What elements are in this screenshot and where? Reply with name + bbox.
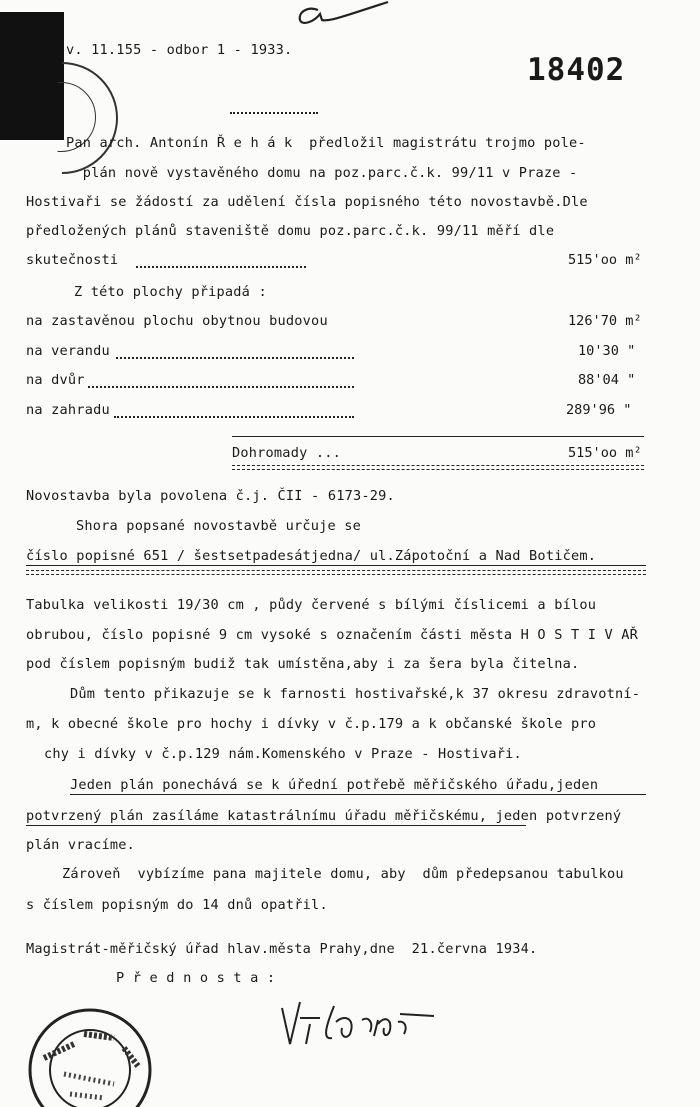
area-label-yard: na dvůr [26,372,85,388]
request-line-1: Zároveň vybízíme pana majitele domu, aby dům předepsanou tabulkou [62,866,624,882]
plans-line-3: plán vracíme. [26,837,135,853]
office-stamp [24,1004,154,1107]
intro-line-2: plán nově vystavěného domu na poz.parc.č.k. 99/11 v Praze - [66,165,578,181]
assign-double-rule [26,570,646,575]
document-number: 18402 [527,52,626,88]
sign-para-2: obrubou, číslo popisné 9 cm vysoké s označením části města H O S T I V AŘ [26,627,639,643]
parish-line-1: Dům tento přikazuje se k farnosti hostivařské,k 37 okresu zdravotní- [70,686,641,702]
plans-underline-2 [26,825,526,826]
area-value-yard: 88'04 " [578,372,636,388]
area-label-garden: na zahradu [26,402,110,418]
area-label-built: na zastavěnou plochu obytnou budovou [26,313,328,329]
assign-line-2: číslo popisné 651 / šestsetpadesátjedna/ ul.Zápotoční a Nad Botičem. [26,548,597,564]
chief-label: P ř e d n o s t a : [116,970,276,986]
plans-underline-1 [70,794,646,795]
plans-line-2: potvrzený plán zasíláme katastrálnímu úřadu měřičskému, jeden potvrzený [26,808,622,824]
dotted-separator [230,112,318,114]
intro-line-5: skutečnosti [26,252,119,268]
assign-underline [26,565,646,566]
areas-intro: Z této plochy připadá : [74,284,267,300]
scan-corner [0,12,64,140]
parish-line-3: chy i dívky v č.p.129 nám.Komenského v Praze - Hostivaři. [44,746,522,762]
intro-line-3: Hostivaři se žádostí za udělení čísla popisného této novostavbě.Dle [26,194,588,210]
total-area-top: 515'oo m² [568,252,642,268]
leader-dots [88,386,354,388]
handwritten-mark [290,0,400,28]
sum-value: 515'oo m² [568,445,642,461]
sum-rule [232,436,644,437]
sign-para-3: pod číslem popisným budiž tak umístěna,aby i za šera byla čitelna. [26,656,580,672]
reference-line: v. 11.155 - odbor 1 - 1933. [66,42,293,58]
leader-dots [114,416,354,418]
parish-line-2: m, k obecné škole pro hochy i dívky v č.p.179 a k občanské škole pro [26,716,597,732]
signature [274,996,444,1056]
leader-dots [116,357,354,359]
area-value-veranda: 10'30 " [578,343,636,359]
plans-line-1: Jeden plán ponechává se k úřední potřebě měřičského úřadu,jeden [70,777,599,793]
area-value-built: 126'70 m² [568,313,642,329]
intro-line-1: Pan arch. Antonín Ř e h á k předložil magistrátu trojmo pole- [66,135,586,151]
area-value-garden: 289'96 " [566,402,632,418]
closing-line: Magistrát-měřičský úřad hlav.města Prahy,dne 21.června 1934. [26,941,538,957]
request-line-2: s číslem popisným do 14 dnů opatřil. [26,897,328,913]
area-label-veranda: na verandu [26,343,110,359]
sign-para-1: Tabulka velikosti 19/30 cm , půdy červené s bílými číslicemi a bílou [26,597,597,613]
intro-line-4: předložených plánů staveniště domu poz.parc.č.k. 99/11 měří dle [26,223,555,239]
sum-label: Dohromady ... [232,445,341,461]
sum-double-rule [232,465,644,470]
leader-dots [136,266,306,268]
permit-line: Novostavba byla povolena č.j. ČII - 6173-29. [26,488,395,504]
assign-line-1: Shora popsané novostavbě určuje se [76,518,362,534]
